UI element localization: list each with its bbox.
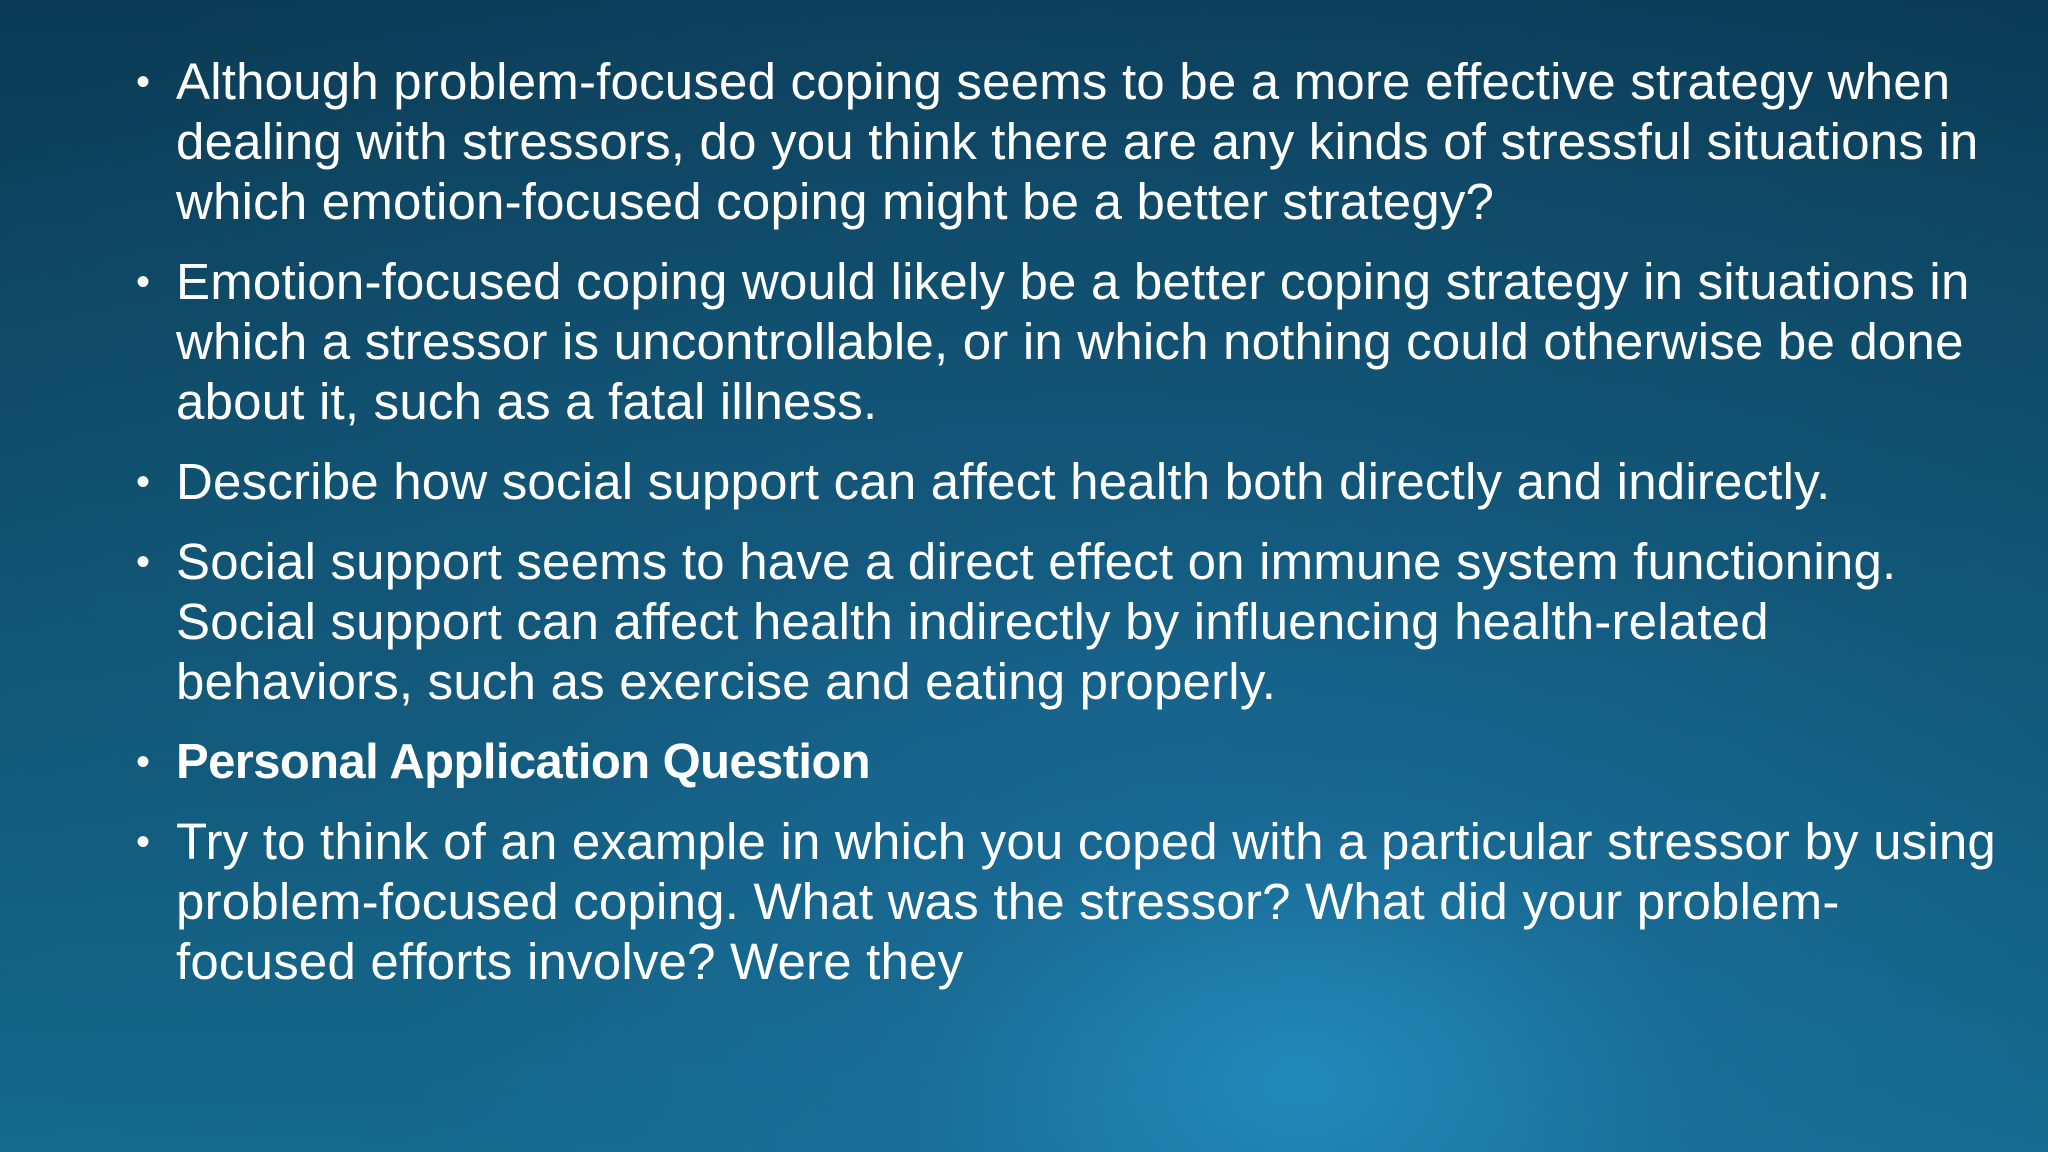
bullet-dot-icon: • <box>136 820 151 864</box>
bullet-dot-icon: • <box>136 60 151 104</box>
bullet-dot-icon: • <box>136 460 151 504</box>
bullet-item-6 <box>136 812 2016 992</box>
bullet-item-3 <box>136 452 2016 512</box>
bullet-dot-icon: • <box>136 740 151 784</box>
bullet-item-1 <box>136 52 2016 232</box>
section-heading: Personal Application Question <box>176 735 871 789</box>
bullet-text: Emotion-focused coping would likely be a better coping strategy in situations in which a stressor is uncontrollable, or in which nothing could otherwise be done about it, such as a fatal illness. <box>176 253 1970 430</box>
bullet-text: Describe how social support can affect health both directly and indirectly. <box>176 453 1831 510</box>
bullet-item-2 <box>136 252 2016 432</box>
bullet-text: Although problem-focused coping seems to be a more effective strategy when dealing with stressors, do you think there are any kinds of stressful situations in which emotion-focused coping might be a better strategy? <box>176 53 1979 230</box>
bullet-text: Social support seems to have a direct effect on immune system functioning. Social support can affect health indirectly by influencing health-related behaviors, such as exercise and eating properly. <box>176 533 1897 710</box>
bullet-item-4 <box>136 532 2016 712</box>
bullet-text: Try to think of an example in which you coped with a particular stressor by using problem-focused coping. What was the stressor? What did your problem-focused efforts involve? Were they <box>176 813 1997 990</box>
bullet-dot-icon: • <box>136 260 151 304</box>
bullet-dot-icon: • <box>136 540 151 584</box>
bullet-item-section-heading <box>136 732 2016 792</box>
bullet-list <box>136 52 2016 1012</box>
